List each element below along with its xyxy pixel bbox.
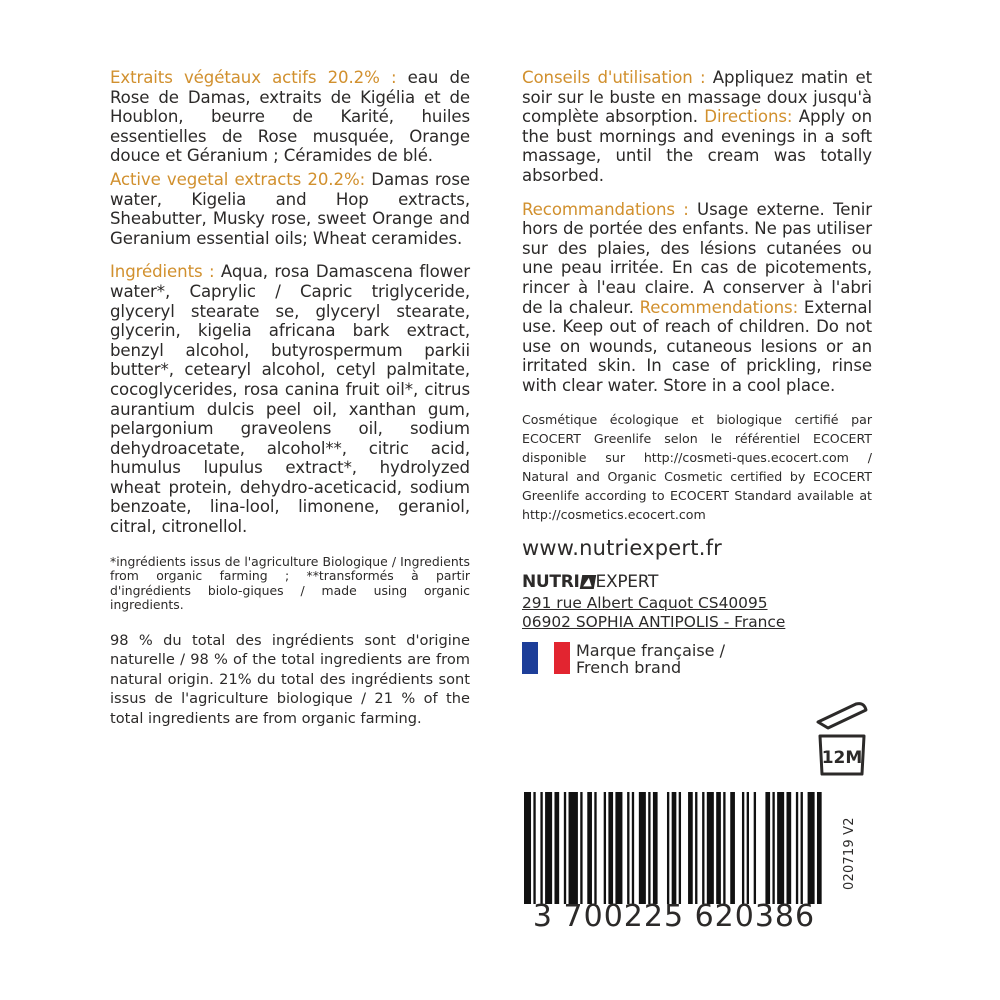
right-column — [522, 68, 872, 676]
barcode-bar — [801, 792, 803, 904]
period-after-opening-jar-icon — [812, 700, 872, 780]
barcode-bar — [648, 792, 650, 904]
brand-line-1: Marque française / — [576, 640, 725, 660]
barcode-bar — [615, 792, 622, 904]
plant-extracts-fr-heading: Extraits végétaux actifs 20.2% : — [110, 68, 397, 87]
barcode-bar — [639, 792, 646, 904]
footnote-organic: *ingrédients issus de l'agriculture Biologique / Ingredients from organic farming ; **transformés à partir d'ingrédients biolo-giques / made using organic ingredients. — [110, 553, 470, 613]
barcode-bar — [632, 792, 634, 904]
barcode-bar — [679, 792, 681, 904]
logo-nutri: NUTRI — [522, 571, 580, 592]
address-line-2: 06902 SOPHIA ANTIPOLIS - France — [522, 612, 786, 631]
barcode-bar — [672, 792, 677, 904]
barcode-bar — [723, 792, 725, 904]
barcode-bar — [747, 792, 749, 904]
plant-extracts-fr — [110, 68, 470, 166]
plant-extracts-en — [110, 170, 470, 248]
barcode-bar — [688, 792, 693, 904]
directions-en-text: Apply on the bust mornings and evenings in a soft massage, until the cream was totally absorbed. — [522, 107, 872, 185]
barcode-bar — [754, 792, 756, 904]
ingredients — [110, 262, 470, 536]
barcode-bar — [730, 792, 735, 904]
nutriexpert-logo — [522, 572, 872, 592]
barcode-bar — [695, 792, 697, 904]
plant-extracts-en-heading: Active vegetal extracts 20.2%: — [110, 169, 366, 189]
barcode-number: 3 700225 620386 — [532, 899, 816, 934]
barcode-bar — [564, 792, 566, 904]
barcode — [524, 792, 824, 942]
barcode-bar — [587, 792, 592, 904]
french-brand — [522, 642, 872, 676]
recommendations-en-heading: Recommendations: — [639, 297, 799, 317]
plant-extracts-fr-text: eau de Rose de Damas, extraits de Kigélia et de Houblon, beurre de Karité, huiles essentielles de Rose musquée, Orange douce et Géranium ; Céramides de blé. — [110, 68, 470, 166]
usage-fr-text: Appliquez matin et soir sur le buste en massage doux jusqu'à complète absorption. — [522, 68, 873, 127]
ingredients-heading: Ingrédients : — [110, 262, 215, 282]
barcode-bar — [817, 792, 822, 904]
barcode-bar — [594, 792, 596, 904]
brand-line-2: French brand — [576, 657, 682, 677]
barcode-bar — [540, 792, 542, 904]
website-url: www.nutriexpert.fr — [522, 535, 722, 560]
left-column — [110, 68, 470, 728]
barcode-bar — [533, 792, 535, 904]
barcode-bar — [545, 792, 552, 904]
natural-origin-note: 98 % du total des ingrédients sont d'origine naturelle / 98 % of the total ingredients are from natural origin. 21% du total des ingrédients sont issus de l'agriculture biologique / 21 % of the total ingredients are from organic farming. — [110, 632, 470, 727]
barcode-bar — [702, 792, 704, 904]
logo-expert: EXPERT — [595, 571, 659, 592]
ecocert-certification: Cosmétique écologique et biologique certifié par ECOCERT Greenlife selon le référentiel ECOCERT disponible sur http://cosmeti-ques.ecocert.com / Natural and Organic Cosmetic certified by ECOCERT Greenlife according to ECOCERT Standard available at http://cosmetics.ecocert.com — [522, 411, 872, 522]
barcode-bar — [608, 792, 613, 904]
recommendations-en-text: External use. Keep out of reach of children. Do not use on wounds, cutaneous lesions or an irritated skin. In case of prickling, rinse with clear water. Store in a cool place. — [522, 297, 872, 395]
barcode-bar — [667, 792, 669, 904]
barcode-bar — [569, 792, 578, 904]
barcode-bar — [604, 792, 606, 904]
plant-extracts-en-text: Damas rose water, Kigelia and Hop extracts, Sheabutter, Musky rose, sweet Orange and Geranium essential oils; Wheat ceramides. — [110, 169, 470, 248]
barcode-bar — [765, 792, 770, 904]
french-flag-icon — [522, 642, 570, 674]
version-code: 020719 V2 — [842, 817, 857, 890]
barcode-bar — [707, 792, 714, 904]
barcode-bar — [653, 792, 658, 904]
barcode-bar — [554, 792, 559, 904]
recommendations — [522, 200, 872, 396]
barcode-bar — [796, 792, 798, 904]
barcode-bar — [742, 792, 744, 904]
pao-label: 12M — [821, 748, 863, 768]
barcode-bar — [580, 792, 582, 904]
address-line-1: 291 rue Albert Caquot CS40095 — [522, 593, 768, 612]
logo-triangle-icon: ▲ — [579, 575, 595, 589]
barcode-bar — [524, 792, 531, 904]
barcode-bar — [787, 792, 792, 904]
usage-fr-heading: Conseils d'utilisation : — [522, 68, 706, 87]
usage-directions — [522, 68, 872, 186]
recommandations-fr-heading: Recommandations : — [522, 199, 689, 219]
barcode-bar — [772, 792, 774, 904]
ingredients-text: Aqua, rosa Damascena flower water*, Caprylic / Capric triglyceride, glyceryl stearate se, glyceryl stearate, glycerin, kigelia africana bark extract, benzyl alcohol, butyrospermum parkii butter*, cetearyl alcohol, cetyl palmitate, cocoglycerides, rosa canina fruit oil*, citrus aurantium dulcis peel oil, xanthan gum, pelargonium graveolens oil, sodium dehydroacetate, alcohol**, citric acid, humulus lupulus extract*, hydrolyzed wheat protein, dehydro-aceticacid, sodium benzoate, lina-lool, limonene, geraniol, citral, citronellol. — [110, 262, 470, 537]
directions-en-heading: Directions: — [704, 107, 793, 127]
barcode-bar — [808, 792, 815, 904]
barcode-bar — [627, 792, 629, 904]
barcode-bars — [524, 792, 824, 904]
recommandations-fr-text: Usage externe. Tenir hors de portée des enfants. Ne pas utiliser sur des plaies, des lésions cutanées ou une peau irritée. En cas de picotements, rincer à l'eau claire. A conserver à l'abri de la chaleur. — [522, 199, 872, 317]
barcode-bar — [777, 792, 784, 904]
french-brand-text — [576, 642, 725, 676]
barcode-bar — [716, 792, 721, 904]
